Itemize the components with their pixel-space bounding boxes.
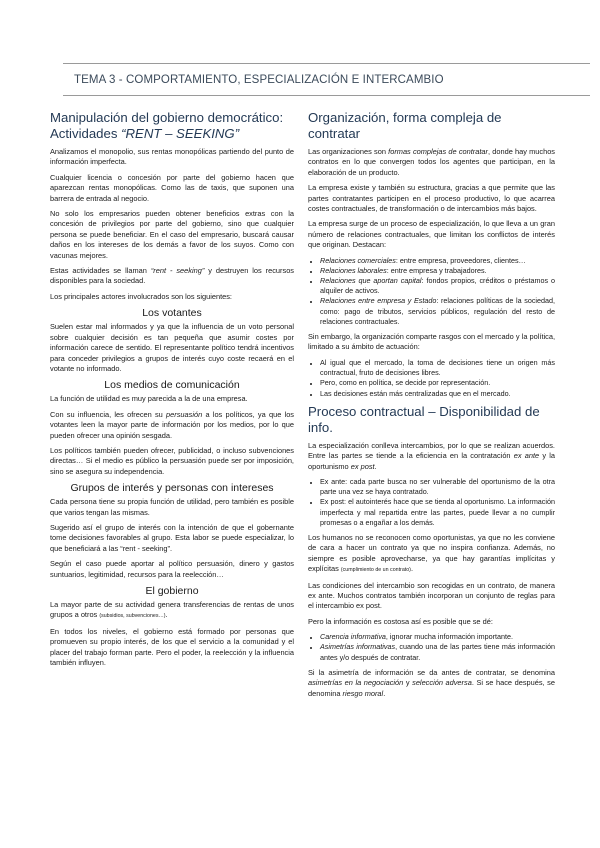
paragraph: La empresa existe y también su estructura, gracias a que permite que las partes contratantes participen en el proceso productivo, lo que acarrea costes contractuales, de transformación o de intercambios más bajos.	[308, 183, 555, 214]
section-title-proceso-contractual: Proceso contractual – Disponibilidad de info.	[308, 403, 540, 435]
paragraph: Los principales actores involucrados son los siguientes:	[50, 291, 232, 301]
list-item: • Al igual que el mercado, la toma de decisiones tiene un origen más contractual, fruto de decisiones libres.	[320, 358, 555, 378]
paragraph	[50, 266, 294, 287]
section-title-organizacion: Organización, forma compleja de contratar	[308, 110, 502, 141]
title-line2-prefix: Actividades	[50, 126, 122, 141]
list-item: • Ex ante: cada parte busca no ser vulnerable del oportunismo de la otra parte una vez se haya contratado.	[320, 477, 555, 497]
text: Si la asimetría de información se da antes de contratar, se denomina	[308, 667, 555, 677]
emphasis: riesgo moral	[342, 688, 384, 698]
text: Estas actividades se llaman	[50, 266, 151, 276]
information-list	[308, 632, 555, 663]
paragraph: Suelen estar mal informados y ya que la influencia de un voto personal sobre cualquier decisión es tan pequeña que asumir costes por información carece de sentido. El representante político tendrá incentivos para conceder privilegios a grupos de interés cuyo coste recaerá en el votante no informado.	[50, 322, 294, 373]
text: . Si se hace después, se denomina	[308, 678, 555, 698]
list-item: • Pero, como en política, se decide por representación.	[320, 378, 555, 388]
paragraph	[308, 441, 555, 472]
header-bottom-rule	[63, 95, 590, 96]
list-item	[320, 296, 555, 327]
paragraph: Sin embargo, la organización comparte rasgos con el mercado y la política, limitado a su ámbito de actuación:	[308, 332, 555, 352]
paragraph: La empresa surge de un proceso de especialización, lo que lleva a un gran número de relaciones contractuales, que limitan los conflictos de interés que originan. Destacan:	[308, 219, 555, 250]
small-note: (subsidios, subvenciones…)	[99, 613, 166, 620]
list-item	[320, 642, 555, 662]
paragraph	[50, 600, 294, 622]
text: a los políticos, ya que los votantes leen la mayor parte de información por los medios, por lo que pueden ofrecer una opinión sesgada.	[50, 409, 294, 440]
relations-list	[308, 256, 555, 327]
text: La mayor parte de su actividad genera transferencias de rentas de unos grupos a otros	[50, 600, 294, 620]
text: : relaciones políticas de la sociedad, como: pago de tributos, servicios públicos, regulación del resto de relaciones contractuales.	[320, 296, 555, 326]
emphasis: ex post	[350, 461, 375, 471]
text: : entre empresa, proveedores, clientes…	[395, 255, 526, 265]
paragraph: No solo los empresarios pueden obtener beneficios extras con la concesión de privilegios por parte del gobierno, sino que cualquier persona se puede beneficiar. En el caso del empresario, buscará causar daños en los intereses de los demás a favor de los suyos. Como con vacunas mejores.	[50, 209, 294, 260]
paragraph	[308, 147, 555, 178]
text: .	[410, 564, 414, 574]
list-item	[320, 276, 555, 296]
subheading-gobierno: El gobierno	[145, 585, 199, 597]
paragraph: Según el caso puede aportar al político persuasión, dinero y gastos suntuarios, legitimidad, recursos para la reelección…	[50, 559, 294, 579]
emphasis: selección adversa	[412, 678, 472, 688]
small-note: (cumplimiento de un contrato)	[340, 567, 411, 574]
emphasis: formas complejas de contratar	[388, 147, 488, 156]
list-item	[320, 632, 555, 642]
text: Las organizaciones son	[308, 147, 389, 156]
section-title-rent-seeking	[50, 110, 294, 142]
emphasis: Asimetrías informativas	[320, 642, 396, 652]
text: Los humanos no se reconocen como oportunistas, ya que no les conviene de cara a hacer un contrato ya que no inspira confianza. Además, no siempre es posible aprovecharse, ya que hay garantías implícitas y explícitas	[308, 532, 555, 574]
left-column	[50, 110, 294, 673]
text: La especialización conlleva intercambios, por lo que se realizan acuerdos. Entre las partes se tiende a la eficiencia en la contratación	[308, 440, 555, 461]
paragraph: Sugerido así el grupo de interés con la intención de que el gobernante tome decisiones favorables al grupo. Esta labor se puede especializar, lo que beneficiará a las “rent - seeking”.	[50, 522, 294, 553]
emphasis: Relaciones comerciales	[320, 255, 396, 265]
subheading-grupos-interes: Grupos de interés y personas con intereses	[70, 482, 274, 495]
text: Con su influencia, les ofrecen su	[50, 409, 167, 419]
paragraph	[308, 533, 555, 576]
text: , ignorar mucha información importante.	[385, 632, 513, 642]
text: y	[403, 678, 413, 688]
title-line2-em: “RENT – SEEKING”	[121, 126, 240, 141]
page-header: TEMA 3 - COMPORTAMIENTO, ESPECIALIZACIÓN E INTERCAMBIO	[74, 74, 444, 86]
text: .	[374, 461, 377, 471]
paragraph: Pero la información es costosa así es posible que se dé:	[308, 616, 493, 626]
list-item	[320, 256, 555, 266]
emphasis: Relaciones que aportan capital	[320, 276, 422, 286]
paragraph: La función de utilidad es muy parecida a la de una empresa.	[50, 394, 248, 404]
list-item: • Ex post: el autointerés hace que se tienda al oportunismo. La información imperfecta y mal repartida entre las partes, puede llevar a no cumplir promesas o a engañar a los demás.	[320, 497, 555, 528]
list-item: • Las decisiones están más centralizadas que en el mercado.	[320, 389, 555, 399]
paragraph: En todos los niveles, el gobierno está formado por personas que promueven su propio interés, de los que el servicio a la comunidad y el placer del trabajo forman parte. Pero el poder, la reelección y la influencia también influyen.	[50, 626, 294, 668]
paragraph: Analizamos el monopolio, sus rentas monopólicas partiendo del punto de información imperfecta.	[50, 147, 294, 167]
text: , cuando una de las partes tiene más información antes y/o después de contratar.	[320, 642, 555, 662]
emphasis: Relaciones laborales	[320, 265, 387, 275]
text: y la oportunismo	[308, 451, 556, 471]
emphasis: Carencia informativa	[320, 632, 386, 642]
emphasis: ex ante	[513, 451, 540, 461]
subheading-votantes: Los votantes	[142, 307, 202, 320]
header-top-rule	[63, 63, 590, 64]
text: .	[165, 610, 168, 620]
subheading-medios: Los medios de comunicación	[104, 379, 240, 392]
emphasis: “rent - seeking”	[150, 266, 205, 276]
text: y destruyen los recursos disponibles para la sociedad.	[50, 266, 295, 286]
text: , donde hay muchos contratos en lo que convergen todos los agentes que participan, en la elaboración de un producto.	[308, 147, 555, 177]
paragraph: Cualquier licencia o concesión por parte del gobierno hacen que aparezcan rentas monopólicas. Como las de taxis, que suponen una barrera de entrada al negocio.	[50, 172, 294, 203]
text: : entre empresa y trabajadores.	[386, 265, 487, 275]
traits-list	[308, 358, 555, 399]
paragraph	[50, 410, 294, 441]
paragraph: Los políticos también pueden ofrecer, publicidad, o incluso subvenciones directas… Si el medio es público la persuasión puede ser por imposición, sino se asegura su independencia.	[50, 445, 294, 476]
list-item	[320, 266, 555, 276]
text: : fondos propios, créditos o préstamos o alquiler de activos.	[320, 276, 555, 296]
emphasis: persuasión	[166, 409, 203, 419]
ex-ante-post-list	[308, 477, 555, 528]
emphasis: asimetrías en la negociación	[308, 678, 404, 688]
text: .	[383, 688, 386, 698]
title-line1: Manipulación del gobierno democrático:	[50, 110, 284, 125]
paragraph: Las condiciones del intercambio son recogidas en un contrato, de manera ex ante. Muchos contratos también incorporan un conjunto de reglas para el intercambio ex post.	[308, 580, 555, 611]
right-column	[308, 110, 555, 704]
paragraph: Cada persona tiene su propia función de utilidad, pero también es posible que varios tengan las mismas.	[50, 497, 294, 517]
paragraph	[308, 668, 555, 699]
emphasis: Relaciones entre empresa y Estado	[320, 296, 437, 306]
